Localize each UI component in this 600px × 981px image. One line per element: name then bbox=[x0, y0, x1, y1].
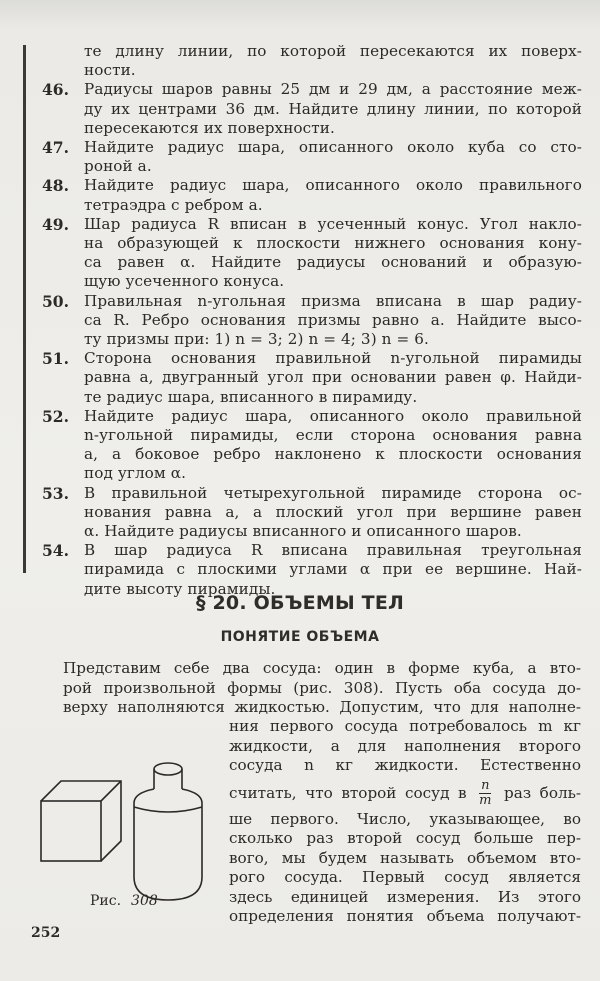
text-line: са равен α. Найдите радиусы оснований и образую- bbox=[84, 253, 582, 272]
exercise-52 bbox=[42, 407, 582, 484]
exercise-54 bbox=[42, 541, 582, 599]
exercise-46 bbox=[42, 80, 582, 138]
exercise-49 bbox=[42, 215, 582, 292]
text-line: Правильная n-угольная призма вписана в шар радиу- bbox=[84, 291, 582, 310]
exercise-number: 46. bbox=[42, 80, 69, 100]
text-line: роной a. bbox=[84, 157, 152, 176]
exercise-number: 50. bbox=[42, 291, 69, 311]
text-line: рой произвольной формы (рис. 308). Пусть оба сосуда до- bbox=[63, 678, 581, 697]
exercise-number: 53. bbox=[42, 483, 69, 503]
text-line: тетраэдра с ребром a. bbox=[84, 195, 263, 214]
text-line: ности. bbox=[84, 61, 136, 80]
text-line: верху наполняются жидкостью. Допустим, что для наполне- bbox=[63, 698, 581, 716]
bottle-icon bbox=[134, 763, 202, 900]
text-line: Найдите радиус шара, описанного около правильного bbox=[84, 176, 582, 195]
text-line: Найдите радиус шара, описанного около куба со сто- bbox=[84, 138, 582, 157]
body-paragraph-wrapped bbox=[229, 717, 581, 927]
text-line: Представим себе два сосуда: один в форме куба, а вто- bbox=[63, 659, 581, 677]
text-line: дите высоту пирамиды. bbox=[84, 579, 276, 598]
text-line: те радиус шара, вписанного в пирамиду. bbox=[84, 387, 418, 406]
text-line: вого, мы будем называть объемом вто- bbox=[229, 848, 581, 867]
exercise-48 bbox=[42, 176, 582, 214]
text-line: определения понятия объема получают- bbox=[229, 907, 581, 925]
text-line: сосуда n кг жидкости. Естественно bbox=[229, 756, 581, 774]
exercise-number: 51. bbox=[42, 349, 69, 369]
text-line: В правильной четырехугольной пирамиде сторона ос- bbox=[84, 483, 582, 502]
text-line: под углом α. bbox=[84, 464, 187, 483]
exercise-number: 54. bbox=[42, 541, 69, 561]
text-line: n-угольной пирамиды, если сторона основания равна bbox=[84, 426, 582, 445]
text-line: a, а боковое ребро наклонено к плоскости основания bbox=[84, 445, 582, 464]
fraction-n-over-m: $\frac{n}{m}$ bbox=[479, 778, 492, 808]
text-line: Шар радиуса R вписан в усеченный конус. Угол накло- bbox=[84, 214, 582, 233]
text-line: ду их центрами 36 дм. Найдите длину линии, по которой bbox=[84, 99, 582, 118]
text-line: щую усеченного конуса. bbox=[84, 272, 285, 291]
exercise-number: 49. bbox=[42, 214, 69, 234]
text-line: те длину линии, по которой пересекаются их поверх- bbox=[84, 42, 582, 60]
text-line: жидкости, а для наполнения второго bbox=[229, 736, 581, 755]
exercise-50 bbox=[42, 292, 582, 350]
text-line: ния первого сосуда потребовалось m кг bbox=[229, 717, 581, 735]
cube-icon bbox=[41, 781, 121, 861]
text-line: Сторона основания правильной n-угольной пирамиды bbox=[84, 349, 582, 368]
figure-caption: Рис. 308 bbox=[90, 893, 158, 909]
text-line: са R. Ребро основания призмы равно a. Найдите высо- bbox=[84, 310, 582, 329]
text-line: нования равна a, а плоский угол при вершине равен bbox=[84, 502, 582, 521]
text-line: сколько раз второй сосуд больше пер- bbox=[229, 829, 581, 847]
exercise-list bbox=[42, 42, 582, 599]
text-line: Радиусы шаров равны 25 дм и 29 дм, а расстояние меж- bbox=[84, 80, 582, 99]
exercise-51 bbox=[42, 349, 582, 407]
figure-308 bbox=[30, 755, 230, 915]
text-line: ту призмы при: 1) n = 3; 2) n = 4; 3) n = 6. bbox=[84, 330, 429, 349]
text-line: пирамида с плоскими углами α при ее вершине. Най- bbox=[84, 560, 582, 579]
text-line: пересекаются их поверхности. bbox=[84, 118, 335, 137]
section-subtitle: ПОНЯТИЕ ОБЪЕМА bbox=[220, 629, 380, 645]
body-paragraph bbox=[63, 659, 581, 718]
text-line: В шар радиуса R вписана правильная треугольная bbox=[84, 541, 582, 560]
exercise-53 bbox=[42, 484, 582, 542]
exercise-number: 48. bbox=[42, 176, 69, 196]
section-title: § 20. ОБЪЕМЫ ТЕЛ bbox=[196, 592, 404, 614]
text-line-with-fraction: считать, что второй сосуд в $\frac{n}{m}$ раз боль- bbox=[229, 778, 582, 808]
text-line: ше первого. Число, указывающее, во bbox=[229, 809, 581, 828]
margin-rule bbox=[23, 45, 26, 573]
page-number: 252 bbox=[31, 925, 61, 941]
exercise-continued bbox=[42, 42, 582, 80]
exercise-number: 47. bbox=[42, 138, 69, 158]
text-line: здесь единицей измерения. Из этого bbox=[229, 887, 581, 906]
text-line: Найдите радиус шара, описанного около правильной bbox=[84, 406, 582, 425]
text-line: равна a, двугранный угол при основании равен φ. Найди- bbox=[84, 368, 582, 387]
text-line: α. Найдите радиусы вписанного и описанного шаров. bbox=[84, 522, 522, 541]
text-line: рого сосуда. Первый сосуд является bbox=[229, 868, 581, 886]
exercise-number: 52. bbox=[42, 406, 69, 426]
exercise-47 bbox=[42, 138, 582, 176]
text-line: на образующей к плоскости нижнего основания кону- bbox=[84, 234, 582, 253]
